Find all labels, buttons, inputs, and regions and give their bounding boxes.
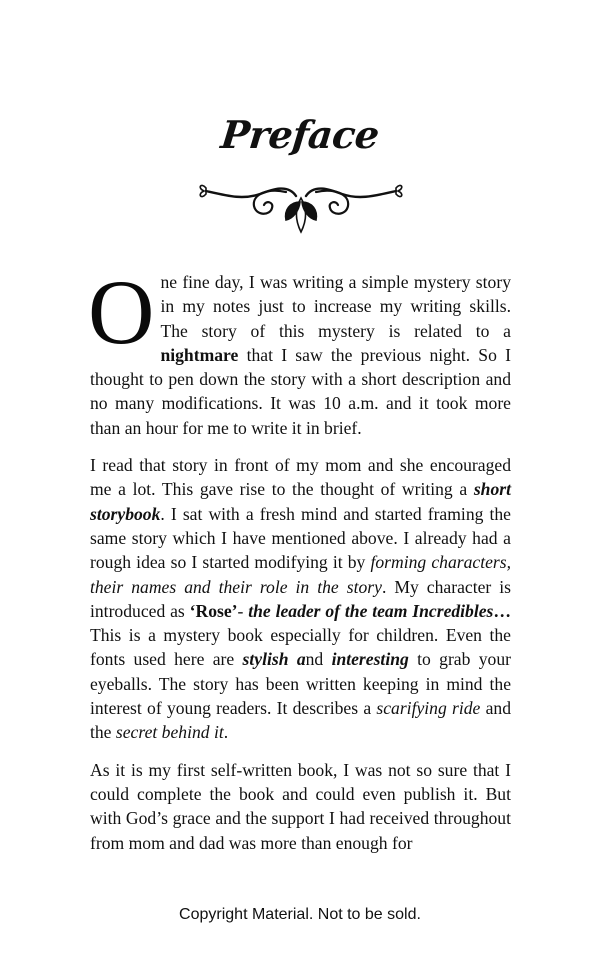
right-swoop [306, 189, 396, 197]
emphasis-short-storybook: short storybook [90, 479, 511, 524]
text-segment: As it is my first self-written book, I was not so sure that I could complete the book and could even publish it. But with God’s grace and the support I had received throughout from mom and dad was more than enough for [90, 759, 511, 853]
emphasis-rose: ‘Rose’ [189, 600, 238, 621]
text-segment: - [237, 600, 249, 621]
emphasis-ellipsis: … [493, 600, 511, 621]
text-segment: . [223, 722, 229, 743]
paragraph-1 [88, 261, 511, 440]
emphasis-forming-characters: forming characters, their names and their role in the story [90, 552, 511, 597]
left-swoop [206, 189, 296, 197]
text-segment: to grab your eyeballs. The story has been written keeping in mind the interest of young readers. It describes a [90, 649, 511, 719]
emphasis-stylish: stylish a [242, 649, 306, 670]
emphasis-scarifying-ride: scarifying ride [376, 698, 481, 719]
emphasis-leader: the leader of the team Incredibles [248, 600, 494, 621]
text-segment: and the [90, 698, 511, 743]
right-curl [316, 191, 348, 214]
text-segment: . I sat with a fresh mind and started framing the same story which I have mentioned above. I already had a rough idea so I started modifying it by [90, 503, 511, 573]
text-segment: that I saw the previous night. So I thought to pen down the story with a short description and no many modifications. It was 10 a.m. and it took more than an hour for me to write it in brief. [90, 344, 511, 438]
drop-cap: O [88, 261, 155, 363]
emphasis-nightmare: nightmare [160, 344, 239, 365]
text-segment: This is a mystery book especially for children. Even the fonts used here are [90, 625, 511, 670]
page-title: Preface [218, 112, 382, 157]
text-segment: I read that story in front of my mom and she encouraged me a lot. This gave rise to the thought of writing a [90, 455, 511, 500]
emphasis-secret: secret behind it [115, 722, 224, 743]
paragraph-2 [90, 453, 511, 745]
text-segment: nd [305, 649, 332, 670]
emphasis-interesting: interesting [331, 649, 409, 670]
flourish-divider-icon [198, 176, 404, 234]
text-segment: . My character is introduced as [90, 576, 511, 621]
left-curl [254, 191, 286, 214]
paragraph-3 [90, 758, 511, 855]
preface-body [88, 261, 511, 868]
copyright-footer: Copyright Material. Not to be sold. [179, 906, 421, 923]
text-segment: ne fine day, I was writing a simple mystery story in my notes just to increase my writing skills. The story of this mystery is related to a [160, 272, 511, 341]
